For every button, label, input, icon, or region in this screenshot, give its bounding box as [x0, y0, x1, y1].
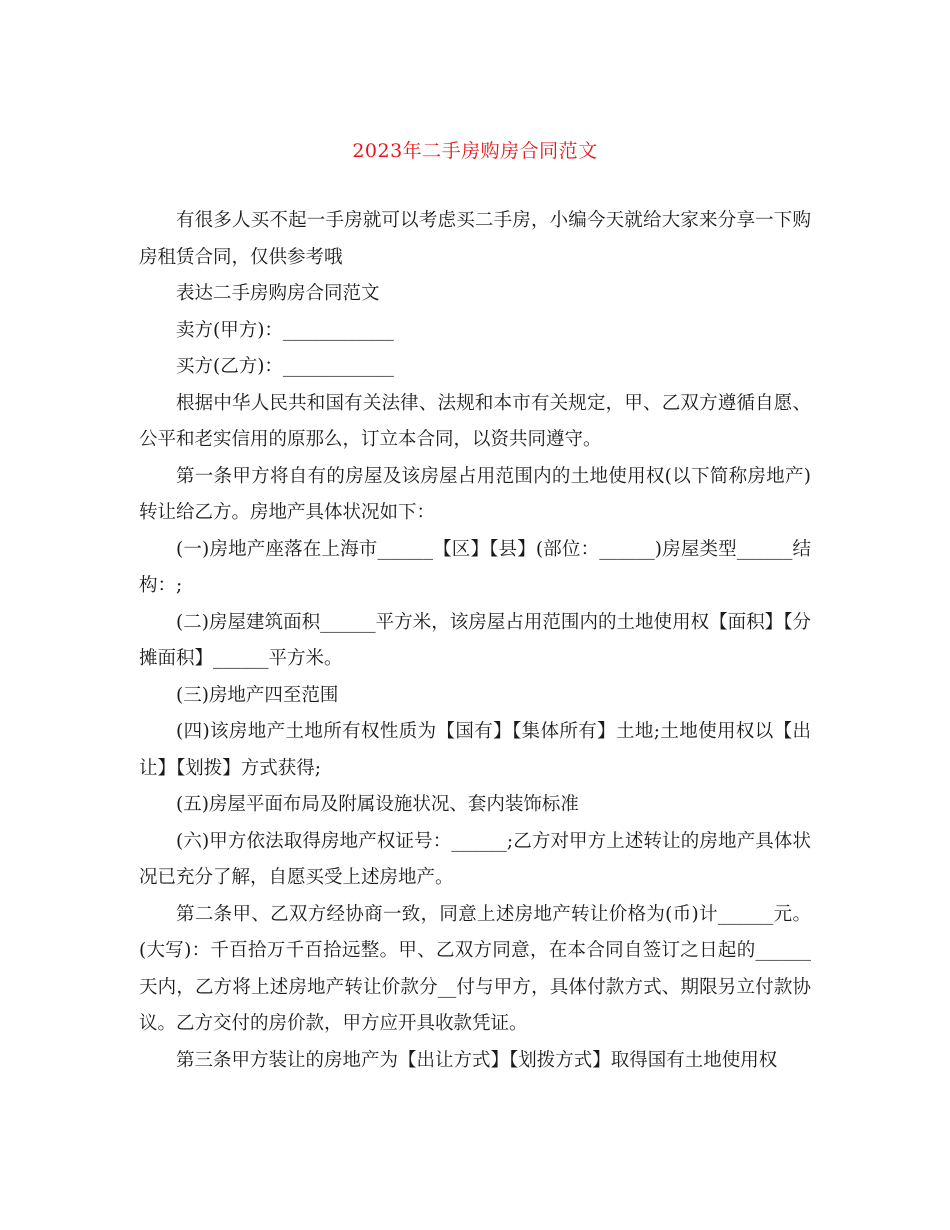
article-2-paragraph: 第二条甲、乙双方经协商一致，同意上述房地产转让价格为(币)计______元。(大写)：千百拾万千百拾远整。甲、乙双方同意，在本合同自签订之日起的______天内，乙方将上述房地产转让价款分__付与甲方，具体付款方式、期限另立付款协议。乙方交付的房价款，甲方应开具收款凭证。	[139, 903, 811, 1034]
clause-1-5-paragraph: (五)房屋平面布局及附属设施状况、套内装饰标准	[176, 794, 579, 815]
seller-line: 卖方(甲方)：____________	[176, 319, 394, 341]
clause-1-1-paragraph: (一)房地产座落在上海市______【区】【县】(部位：______)房屋类型______结构：;	[139, 538, 811, 596]
document-title: 2023年二手房购房合同范文	[352, 140, 598, 162]
article-1-paragraph: 第一条甲方将自有的房屋及该房屋占用范围内的土地使用权(以下简称房地产)转让给乙方。房地产具体状况如下：	[139, 465, 811, 523]
clause-1-6-paragraph: (六)甲方依法取得房地产权证号：______;乙方对甲方上述转让的房地产具体状况已充分了解，自愿买受上述房地产。	[139, 830, 811, 888]
intro-paragraph: 有很多人买不起一手房就可以考虑买二手房，小编今天就给大家来分享一下购房租赁合同，仅供参考哦	[139, 210, 811, 268]
clause-1-4-paragraph: (四)该房地产土地所有权性质为【国有】【集体所有】土地;土地使用权以【出让】【划拨】方式获得;	[139, 721, 811, 779]
clause-1-2-paragraph: (二)房屋建筑面积______平方米，该房屋占用范围内的土地使用权【面积】【分摊面积】______平方米。	[139, 611, 811, 669]
document-body	[139, 203, 811, 1079]
preamble-paragraph: 根据中华人民共和国有关法律、法规和本市有关规定，甲、乙双方遵循自愿、公平和老实信用的原那么，订立本合同，以资共同遵守。	[139, 392, 811, 450]
buyer-line: 买方(乙方)：____________	[176, 356, 394, 377]
article-3-paragraph: 第三条甲方装让的房地产为【出让方式】【划拨方式】取得国有土地使用权	[176, 1049, 778, 1071]
subtitle-paragraph: 表达二手房购房合同范文	[176, 283, 380, 304]
clause-1-3-paragraph: (三)房地产四至范围	[176, 684, 339, 706]
